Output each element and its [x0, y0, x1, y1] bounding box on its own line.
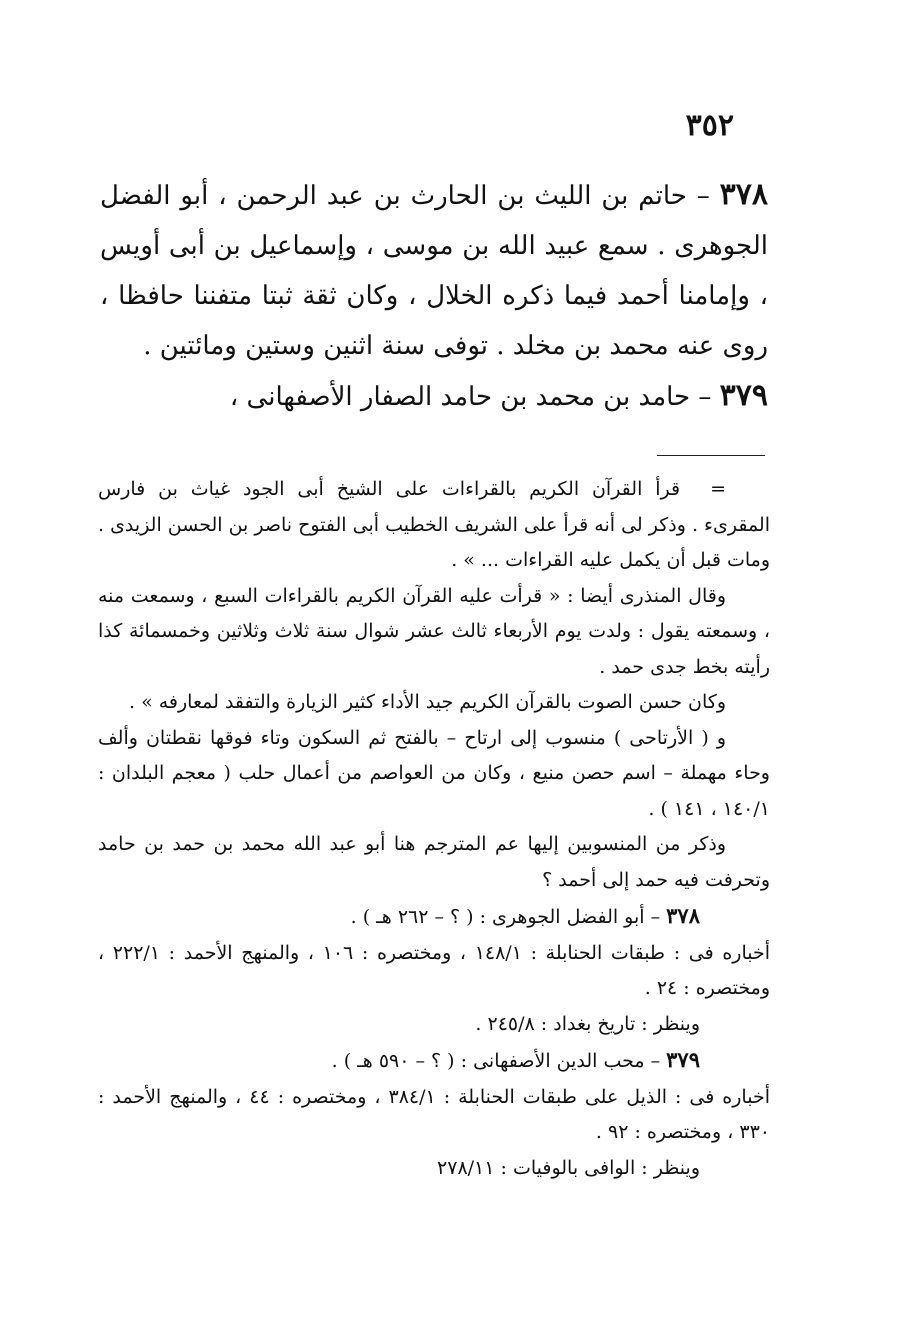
- footnote-paragraph: وقال المنذرى أيضا : « قرأت عليه القرآن الكريم بالقراءات السبع ، وسمعت منه ، وسمعته يقول : ولدت يوم الأربعاء ثالث عشر شوال سنة ثلاث وثلاثين وخمسمائة كذا رأيته بخط جدى حمد .: [98, 584, 770, 678]
- continuation-mark: =: [710, 478, 726, 500]
- footnote-separator: [657, 455, 765, 456]
- entry-text: – حاتم بن الليث بن الحارث بن عبد الرحمن ، أبو الفضل الجوهرى . سمع عبيد الله بن موسى ، وإسماعيل بن أبى أويس ، وإمامنا أحمد فيما ذكره الخلال ، وكان ثقة ثبتا متفننا حافظا ، روى عنه محمد بن مخلد . توفى سنة اثنين وستين ومائتين .: [100, 181, 768, 361]
- main-text: [100, 170, 768, 422]
- entry-text: – حامد بن محمد بن حامد الصفار الأصفهانى ،: [229, 382, 712, 412]
- note-378-heading: ٣٧٨ – أبو الفضل الجوهرى : ( ؟ – ٢٦٢ هـ ) .: [350, 903, 700, 928]
- entry-378: [100, 170, 768, 371]
- note-number: ٣٧٩: [666, 1047, 700, 1072]
- footnote-paragraph: وكان حسن الصوت بالقرآن الكريم جيد الأداء كثير الزيارة والتفقد لمعارفه » .: [128, 691, 726, 713]
- note-378-see-also: وينظر : تاريخ بغداد : ٢٤٥/٨ .: [475, 1012, 700, 1035]
- note-378-sources: أخباره فى : طبقات الحنابلة : ١٤٨/١ ، ومختصره : ١٠٦ ، والمنهج الأحمد : ٢٢٢/١ ، ومختصره : ٢٤ .: [98, 941, 770, 999]
- entry-379: [100, 371, 768, 422]
- entry-number: ٣٧٩: [719, 378, 768, 413]
- footnote-paragraph: و ( الأرتاحى ) منسوب إلى ارتاح – بالفتح ثم السكون وتاء فوقها نقطتان وألف وحاء مهملة – اسم حصن منيع ، وكان من العواصم من أعمال حلب ( معجم البلدان : ١٤٠/١ ، ١٤١ ) .: [98, 726, 770, 820]
- note-379-heading: ٣٧٩ – محب الدين الأصفهانى : ( ؟ – ٥٩٠ هـ ) .: [331, 1047, 700, 1072]
- footnote-paragraph: =قرأ القرآن الكريم بالقراءات على الشيخ أبى الجود غياث بن فارس المقرىء . وذكر لى أنه قرأ على الشريف الخطيب أبى الفتوح ناصر بن الحسن الزيدى . ومات قبل أن يكمل عليه القراءات ... » .: [97, 478, 770, 571]
- footnote-paragraph: وذكر من المنسوبين إليها عم المترجم هنا أبو عبد الله محمد بن حمد بن حامد وتحرفت فيه حمد إلى أحمد ؟: [98, 833, 770, 891]
- note-379-sources: أخباره فى : الذيل على طبقات الحنابلة : ٣٨٤/١ ، ومختصره : ٤٤ ، والمنهج الأحمد : ٣٣٠ ، ومختصره : ٩٢ .: [98, 1085, 770, 1143]
- page-number: ٣٥٢: [685, 108, 734, 143]
- note-379-see-also: وينظر : الوافى بالوفيات : ٢٧٨/١١: [437, 1156, 700, 1179]
- note-number: ٣٧٨: [666, 903, 700, 928]
- entry-number: ٣٧٨: [719, 177, 768, 212]
- footnotes: [98, 472, 770, 1186]
